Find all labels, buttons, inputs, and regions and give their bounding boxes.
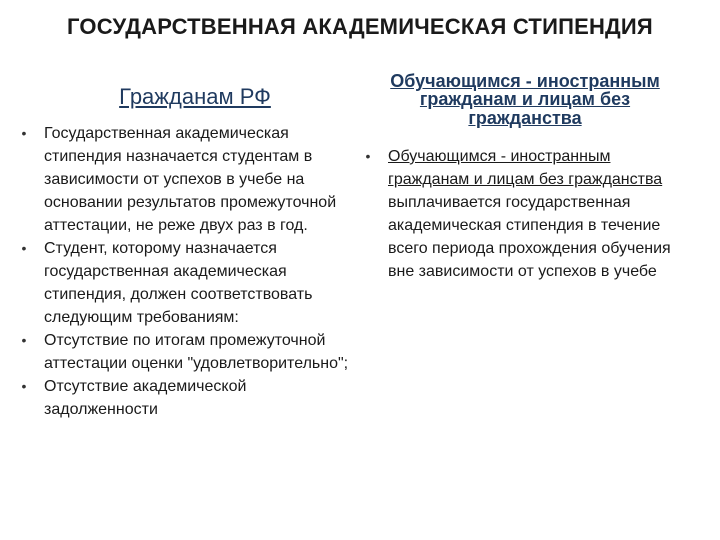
list-item (18, 237, 358, 329)
list-item-text: выплачивается государственная академическая стипендия в течение всего периода прохождения обучения вне зависимости от успехов в учебе (388, 194, 671, 280)
slide-title: ГОСУДАРСТВЕННАЯ АКАДЕМИЧЕСКАЯ СТИПЕНДИЯ (67, 14, 653, 39)
list-item (18, 122, 358, 237)
left-column-heading: Гражданам РФ (119, 84, 271, 109)
left-column-list (18, 122, 358, 421)
list-item-text: Отсутствие по итогам промежуточной аттестации оценки "удовлетворительно"; (44, 332, 349, 372)
list-item-text: Отсутствие академической задолженности (44, 378, 247, 418)
bullet-icon: • (365, 148, 371, 164)
list-item-text: Государственная академическая стипендия назначается студентам в зависимости от успехов в учебе на основании результатов промежуточной аттестации, не реже двух раз в год. (44, 125, 337, 234)
bullet-icon: • (21, 332, 27, 348)
bullet-icon: • (21, 240, 27, 256)
right-column-heading: Обучающимся - иностранным гражданам и лицам без гражданства (390, 71, 660, 128)
list-item (18, 329, 358, 375)
list-item-underlined-text: Обучающимся - иностранным гражданам и лицам без гражданства (388, 148, 663, 188)
bullet-icon: • (21, 378, 27, 394)
list-item (362, 145, 687, 283)
list-item-text: Студент, которому назначается государственная академическая стипендия, должен соответствовать следующим требованиям: (44, 240, 313, 326)
list-item (18, 375, 358, 421)
right-column-list (362, 145, 687, 283)
bullet-icon: • (21, 125, 27, 141)
